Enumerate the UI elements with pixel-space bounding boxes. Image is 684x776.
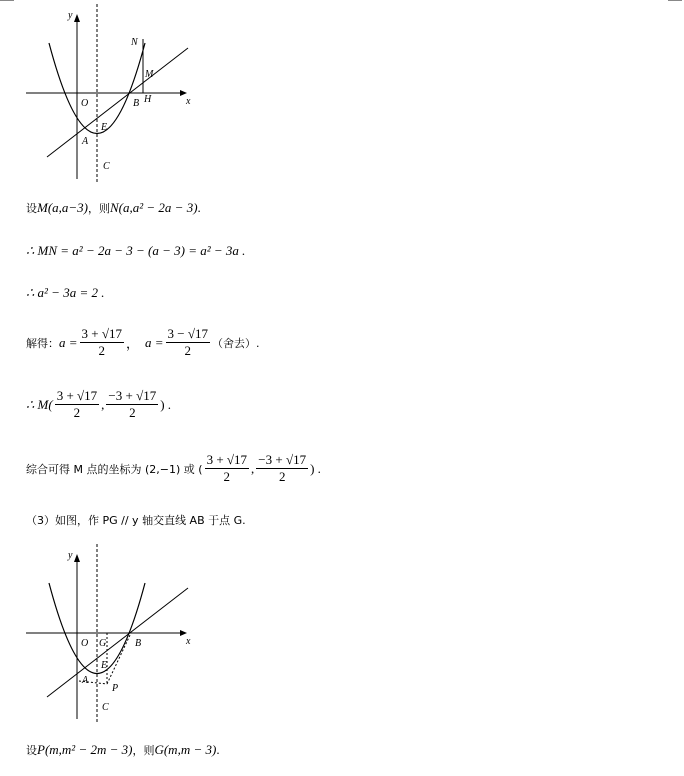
line-mn-length: ∴ MN = a² − 2a − 3 − (a − 3) = a² − 3a . <box>26 243 246 258</box>
label-y: y <box>68 10 73 21</box>
fraction: $\frac{3 + √17}{2}$ <box>81 326 122 358</box>
label-a: A <box>82 675 89 686</box>
fraction: $\frac{3 + √17}{2}$ <box>206 452 248 484</box>
label-o: O <box>81 638 89 649</box>
label-c: C <box>103 161 110 172</box>
top-right-rule <box>668 0 682 1</box>
line-part-3: （3）如图，作 PG // y 轴交直线 AB 于点 G. <box>26 514 246 527</box>
top-left-rule <box>0 0 14 1</box>
line-m-coordinates: ∴ M( $\frac{3 + √17}{2}$ , $\frac{-3 + √17}{2}$ ) . <box>26 388 172 420</box>
label-e: E <box>101 122 108 133</box>
line-equation: ∴ a² − 3a = 2 . <box>26 285 105 300</box>
label-m: M <box>145 69 154 80</box>
label-y: y <box>68 550 73 561</box>
label-p: P <box>112 683 119 694</box>
fraction: $\frac{3 - √17}{2}$ <box>167 326 209 358</box>
label-g: G <box>99 638 107 649</box>
label-h: H <box>144 94 152 105</box>
line-ab <box>47 48 188 157</box>
y-axis-arrow-icon <box>74 554 80 562</box>
label-b: B <box>133 98 140 109</box>
figure-1-parabola <box>20 4 200 184</box>
label-o: O <box>81 98 89 109</box>
figure-2-parabola <box>20 544 200 724</box>
line-summary: 综合可得 M 点的坐标为 (2,−1) 或 ( $\frac{3 + √17}{2}$ , $\frac{-3 + √17}{2}$ ) . <box>26 452 321 484</box>
line-set-p: 设 P(m,m² − 2m − 3) ，则 G(m,m − 3) . <box>26 742 220 757</box>
label-e: E <box>101 660 108 671</box>
label-c: C <box>102 702 109 713</box>
label-x: x <box>186 96 191 107</box>
y-axis-arrow-icon <box>74 14 80 22</box>
label-a: A <box>82 136 89 147</box>
label-b: B <box>135 638 142 649</box>
fraction: $\frac{-3 + √17}{2}$ <box>258 452 307 484</box>
line-set-m: 设 M(a,a−3) ，则 N(a,a² − 2a − 3) . <box>26 200 201 215</box>
fraction: $\frac{-3 + √17}{2}$ <box>108 388 157 420</box>
label-n: N <box>131 37 138 48</box>
fraction: $\frac{3 + √17}{2}$ <box>56 388 98 420</box>
line-ab <box>47 588 188 697</box>
label-x: x <box>186 636 191 647</box>
line-solution: 解得： a = $\frac{3 + √17}{2}$ ， a = $\frac{3 - √17}{2}$ （舍去）. <box>26 326 260 358</box>
segment-pb <box>107 633 131 684</box>
